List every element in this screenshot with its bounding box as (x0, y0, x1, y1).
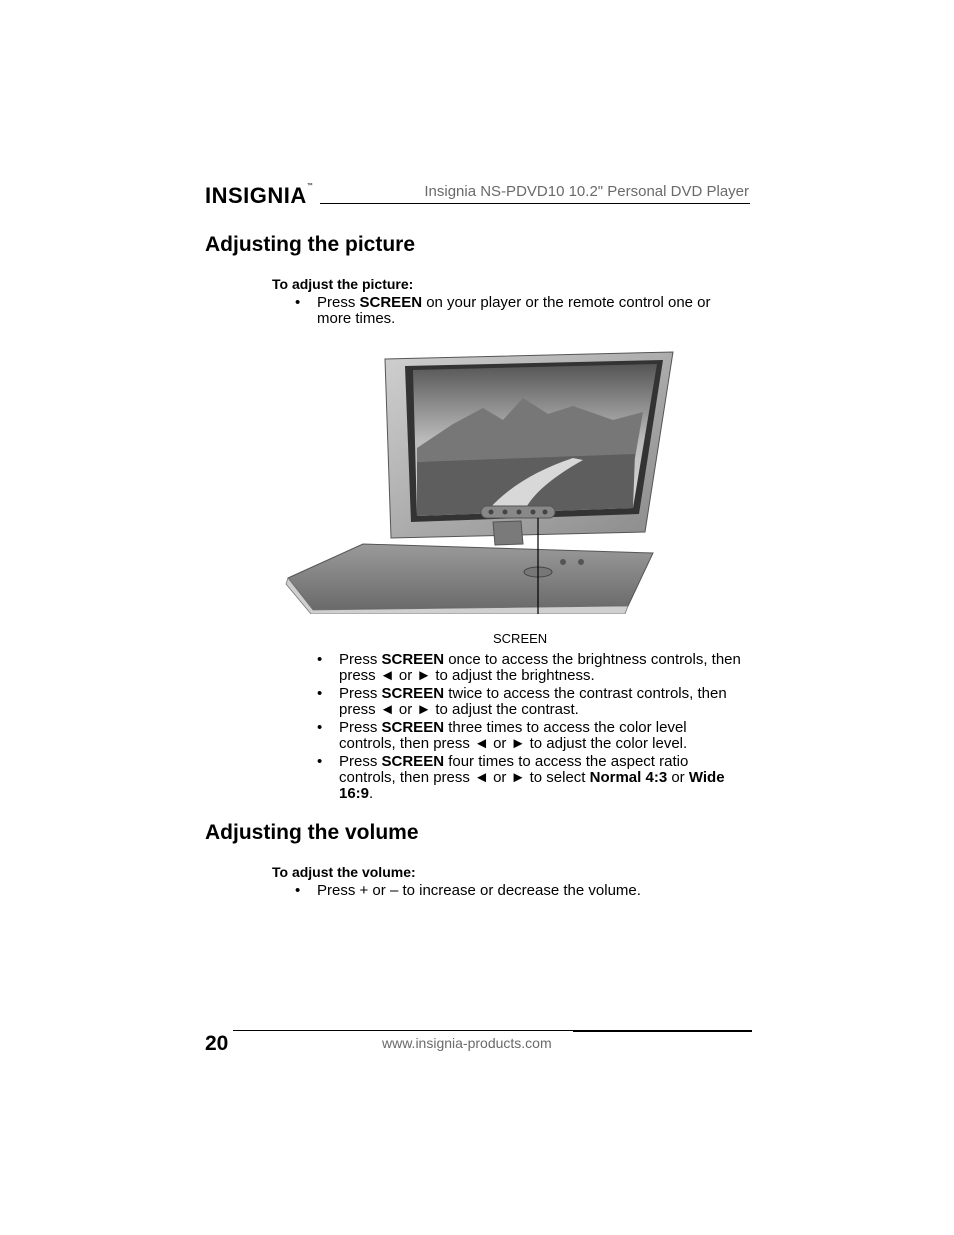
header-rule (320, 203, 750, 204)
footer-rule (233, 1030, 573, 1031)
procedure-title-volume: To adjust the volume: (272, 864, 416, 880)
header-title: Insignia NS-PDVD10 10.2" Personal DVD Player (424, 183, 749, 200)
screen-callout-label: SCREEN (493, 631, 548, 646)
list-item: • Press SCREEN four times to access the aspect ratio controls, then press ◄ or ► to select Normal 4:3 or Wide 16:9. (317, 753, 725, 802)
dvd-player-illustration (283, 348, 675, 614)
list-item: • Press SCREEN three times to access the color level controls, then press ◄ or ► to adjust the color level. (317, 719, 688, 752)
dvd-player-figure (283, 348, 675, 614)
list-item: • Press SCREEN on your player or the remote control one or more times. (295, 294, 711, 327)
section-heading-volume: Adjusting the volume (205, 821, 419, 844)
footer-rule-thick (573, 1030, 752, 1032)
screen-bullet-list (317, 652, 747, 804)
list-item: • Press + or – to increase or decrease the volume. (295, 882, 641, 899)
insignia-logo: INSIGNIA™ (205, 183, 314, 208)
page-number: 20 (205, 1032, 229, 1055)
volume-bullet-list (295, 883, 735, 901)
footer-url: www.insignia-products.com (382, 1035, 552, 1051)
procedure-title-picture: To adjust the picture: (272, 276, 414, 292)
section-heading-picture: Adjusting the picture (205, 233, 415, 256)
intro-bullet-list (295, 295, 735, 329)
list-item: • Press SCREEN once to access the brightness controls, then press ◄ or ► to adjust the brightness. (317, 651, 741, 684)
list-item: • Press SCREEN twice to access the contrast controls, then press ◄ or ► to adjust the contrast. (317, 685, 727, 718)
